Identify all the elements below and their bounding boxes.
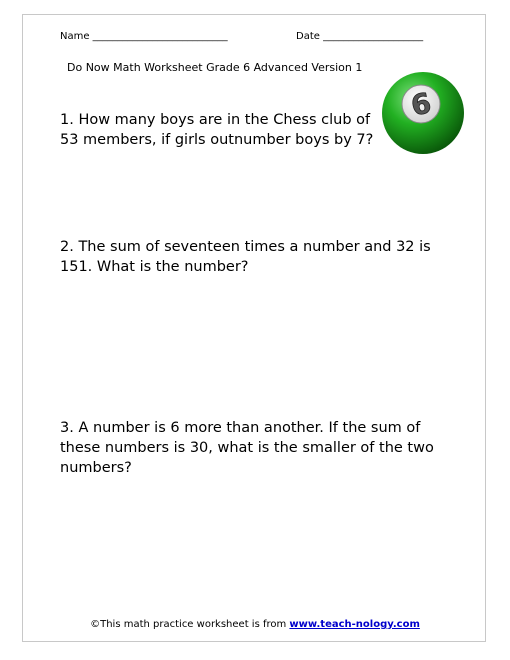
name-field-label: Name ___________________________	[60, 31, 228, 42]
question-2: 2. The sum of seventeen times a number and 32 is 151. What is the number?	[60, 239, 431, 275]
footer	[0, 619, 510, 630]
teach-nology-link[interactable]: www.teach-nology.com	[289, 619, 420, 630]
footer-text: ©This math practice worksheet is from	[90, 619, 290, 630]
ball-number: 6	[408, 86, 435, 123]
worksheet-title: Do Now Math Worksheet Grade 6 Advanced Version 1	[67, 61, 363, 74]
question-1: 1. How many boys are in the Chess club of 53 members, if girls outnumber boys by 7?	[60, 112, 374, 148]
number-ball-icon	[380, 70, 466, 156]
question-3: 3. A number is 6 more than another. If the sum of these numbers is 30, what is the smaller of the two numbers?	[60, 420, 434, 476]
date-field-label: Date ____________________	[296, 31, 424, 42]
